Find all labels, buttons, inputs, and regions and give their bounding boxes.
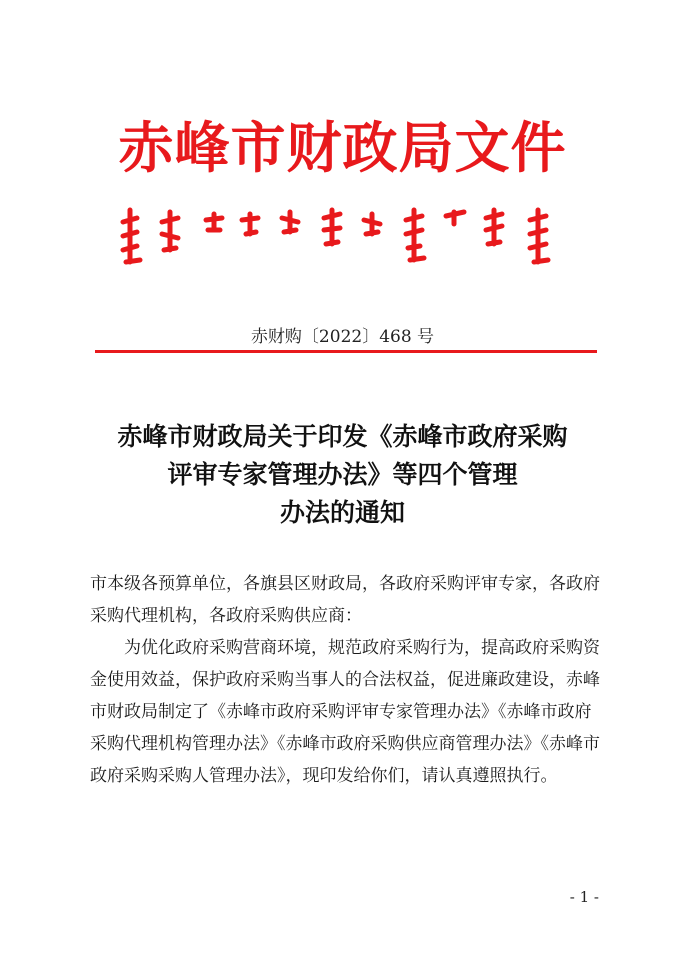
document-number: 赤财购〔2022〕468 号 <box>250 327 435 347</box>
notice-title-line-2: 评审专家管理办法》等四个管理 <box>167 460 518 489</box>
addressee-paragraph: 市本级各预算单位，各旗县区财政局，各政府采购评审专家，各政府采购代理机构，各政府采购供应商： <box>90 574 600 626</box>
notice-body <box>90 568 600 792</box>
page-number: - 1 - <box>569 888 599 906</box>
main-paragraph: 为优化政府采购营商环境，规范政府采购行为，提高政府采购资金使用效益，保护政府采购当事人的合法权益，促进廉政建设，赤峰市财政局制定了《赤峰市政府采购评审专家管理办法》《赤峰市政府采购代理机构管理办法》《赤峰市政府采购供应商管理办法》《赤峰市政府采购采购人管理办法》，现印发给你们，请认真遵照执行。 <box>90 638 600 786</box>
mongolian-script-header <box>118 204 568 270</box>
red-divider-line <box>95 350 597 353</box>
notice-title <box>0 418 685 532</box>
notice-title-line-1: 赤峰市财政局关于印发《赤峰市政府采购 <box>117 422 568 451</box>
notice-title-line-3: 办法的通知 <box>279 498 405 527</box>
issuing-authority-header: 赤峰市财政局文件 <box>118 115 567 180</box>
